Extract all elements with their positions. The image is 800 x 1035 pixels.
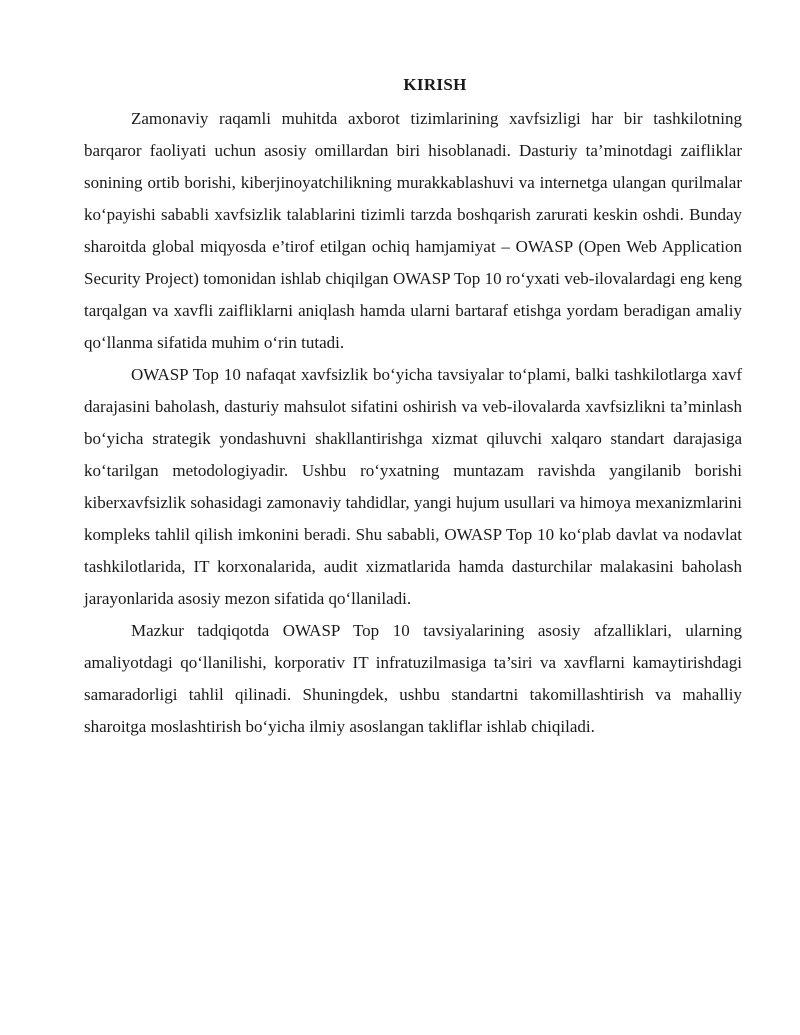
page-title: KIRISH: [403, 75, 467, 94]
paragraph-intro: Zamonaviy raqamli muhitda axborot tizimlarining xavfsizligi har bir tashkilotning barqaror faoliyati uchun asosiy omillardan biri hisoblanadi. Dasturiy ta’minotdagi zaifliklar sonining ortib borishi, kiberjinoyatchilikning murakkablashuvi va internetga ulangan qurilmalar ko‘payishi sababli xavfsizlik talablarini tizimli tarzda boshqarish zarurati keskin oshdi. Bunday sharoitda global miqyosda e’tirof etilgan ochiq hamjamiyat – OWASP (Open Web Application Security Project) tomonidan ishlab chiqilgan OWASP Top 10 ro‘yxati veb-ilovalardagi eng keng tarqalgan va xavfli zaifliklarni aniqlash hamda ularni bartaraf etishga yordam beradigan amaliy qo‘llanma sifatida muhim o‘rin tutadi.: [84, 109, 742, 352]
paragraph-research-scope: Mazkur tadqiqotda OWASP Top 10 tavsiyalarining asosiy afzalliklari, ularning amaliyotdagi qo‘llanilishi, korporativ IT infratuzilmasiga ta’siri va xavflarni kamaytirishdagi samaradorligi tahlil qilinadi. Shuningdek, ushbu standartni takomillashtirish va mahalliy sharoitga moslashtirish bo‘yicha ilmiy asoslangan takliflar ishlab chiqiladi.: [84, 621, 742, 736]
paragraph-owasp-methodology: OWASP Top 10 nafaqat xavfsizlik bo‘yicha tavsiyalar to‘plami, balki tashkilotlarga xavf darajasini baholash, dasturiy mahsulot sifatini oshirish va veb-ilovalarda xavfsizlikni ta’minlash bo‘yicha strategik yondashuvni shakllantirishga xizmat qiluvchi xalqaro standart darajasiga ko‘tarilgan metodologiyadir. Ushbu ro‘yxatning muntazam ravishda yangilanib borishi kiberxavfsizlik sohasidagi zamonaviy tahdidlar, yangi hujum usullari va himoya mexanizmlarini kompleks tahlil qilish imkonini beradi. Shu sababli, OWASP Top 10 ko‘plab davlat va nodavlat tashkilotlarida, IT korxonalarida, audit xizmatlarida hamda dasturchilar malakasini baholash jarayonlarida asosiy mezon sifatida qo‘llaniladi.: [84, 365, 742, 608]
document-body: [84, 103, 742, 743]
